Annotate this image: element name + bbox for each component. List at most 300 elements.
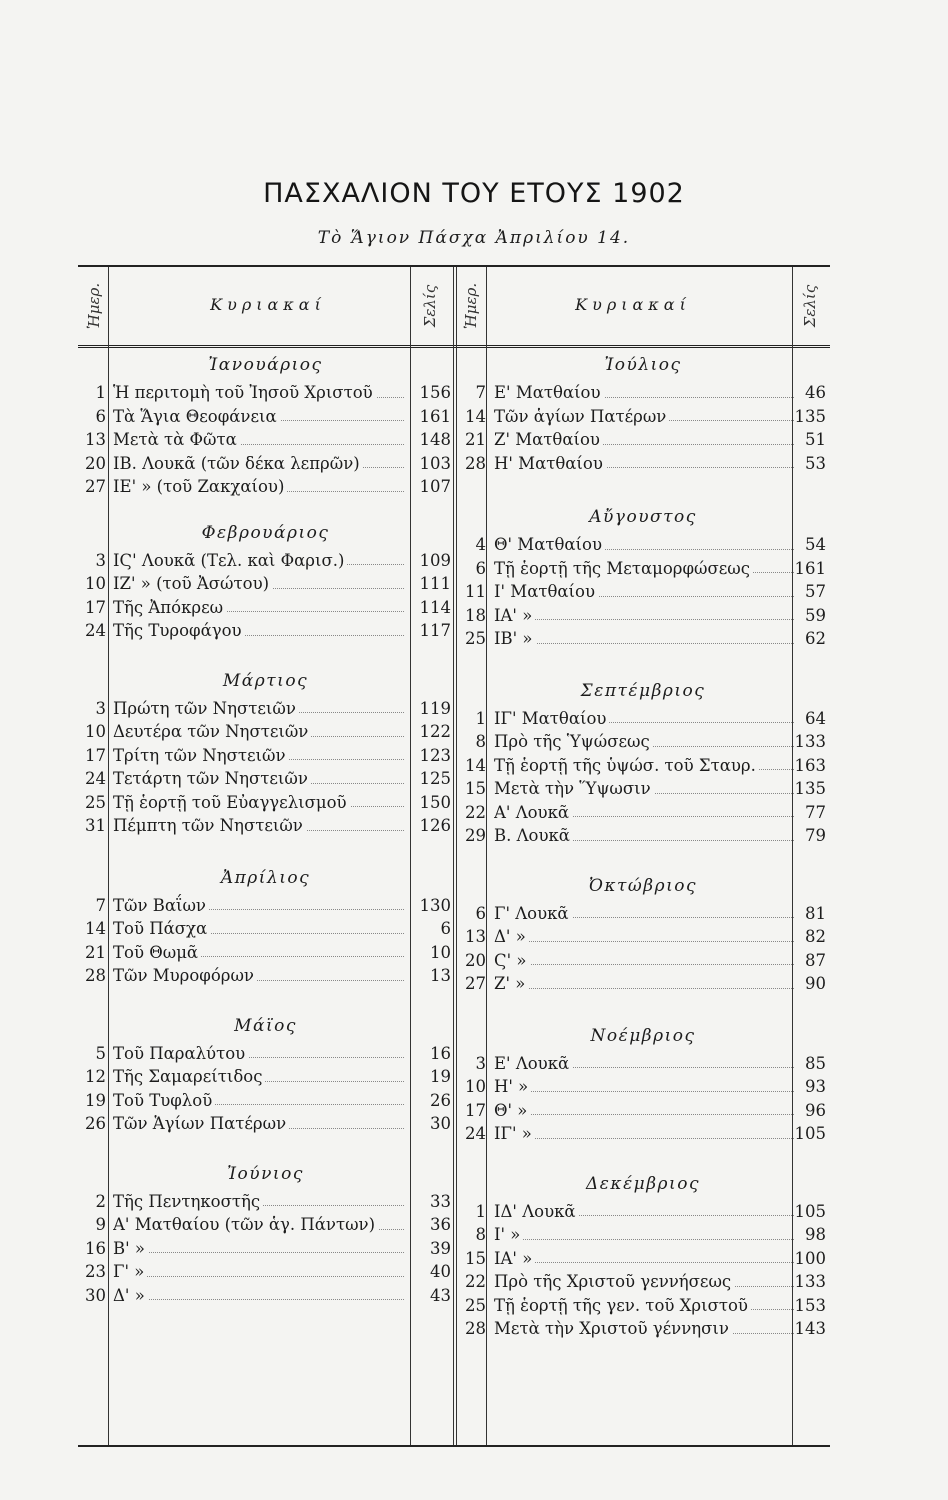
sunday-name [113, 697, 406, 721]
page-number: 100 [794, 1248, 826, 1268]
day-number: 7 [475, 383, 486, 402]
sunday-name-text: Δ' » [494, 927, 529, 946]
sunday-name-text: Τῶν Μυροφόρων [113, 966, 257, 985]
sunday-name [113, 744, 406, 768]
sunday-name-text: Ζ' Ματθαίου [494, 430, 603, 449]
table-row [456, 1099, 830, 1123]
page-number: 122 [419, 722, 451, 741]
page-number: 119 [419, 698, 451, 718]
day-number: 31 [85, 816, 106, 835]
day-number: 24 [85, 769, 106, 788]
sunday-name-text: Τὰ Ἅγια Θεοφάνεια [113, 407, 280, 426]
day-number: 12 [85, 1067, 106, 1086]
sunday-name-text: Γ' » [113, 1262, 147, 1281]
day-number: 19 [85, 1090, 106, 1110]
sunday-name-text: Μετὰ τὴν Χριστοῦ γέννησιν [494, 1319, 732, 1338]
sunday-name-text: Τρίτη τῶν Νηστειῶν [113, 746, 289, 765]
table-row [456, 557, 830, 581]
table-row [456, 1052, 830, 1076]
month-heading: Σεπτέμβριος [580, 680, 706, 701]
sunday-name-text: Θ' » [494, 1101, 530, 1120]
month-heading: Αὔγουστος [589, 507, 697, 527]
month-heading: Ἰούλιος [604, 355, 682, 375]
table-row [78, 549, 453, 573]
day-number: 28 [85, 966, 106, 985]
table-row [78, 697, 453, 721]
table-row [456, 754, 830, 778]
day-number: 13 [85, 430, 106, 449]
day-number: 8 [475, 732, 486, 751]
table-row [78, 475, 453, 499]
table-row [78, 1284, 453, 1308]
page-number: 148 [419, 430, 451, 449]
sunday-name [113, 941, 406, 965]
sunday-name [113, 1190, 406, 1214]
page-number: 135 [794, 779, 826, 798]
sunday-name-text: Δ' » [113, 1286, 148, 1305]
sunday-name-text: Β. Λουκᾶ [494, 826, 573, 845]
sunday-name-text: Τῇ ἑορτῇ τῆς ὑψώσ. τοῦ Σταυρ. [494, 756, 759, 775]
page-number: 79 [805, 826, 826, 845]
day-number: 10 [85, 722, 106, 741]
table-row [456, 707, 830, 731]
sunday-name [113, 791, 406, 815]
table-row [456, 730, 830, 754]
page-number: 54 [805, 535, 826, 554]
sunday-name [113, 1065, 406, 1089]
day-number: 17 [465, 1100, 486, 1120]
day-number: 27 [465, 974, 486, 993]
day-number: 25 [465, 629, 486, 648]
page-number: 114 [419, 597, 451, 617]
table-row [78, 1260, 453, 1284]
day-number: 2 [95, 1191, 106, 1211]
header-day-right: Ἡμερ. [462, 282, 480, 330]
table-row [456, 580, 830, 604]
sunday-name-text: ΙΑ' » [494, 1249, 535, 1268]
table-row [456, 949, 830, 973]
sunday-name-text: Τῆς Σαμαρείτιδος [113, 1067, 265, 1086]
sunday-name [494, 1270, 796, 1294]
month-heading: Ἰανουάριος [208, 355, 323, 375]
sunday-name [494, 754, 796, 778]
sunday-name [494, 557, 796, 581]
sunday-name-text: Α' Ματθαίου (τῶν ἁγ. Πάντων) [113, 1215, 378, 1234]
header-day-left: Ἡμερ. [85, 282, 103, 330]
table-row [456, 452, 830, 476]
table-row [78, 744, 453, 768]
header-page-right: Σελίς [801, 284, 819, 328]
month-heading: Δεκέμβριος [586, 1173, 700, 1194]
table-row [456, 777, 830, 801]
sunday-name [113, 1112, 406, 1136]
sunday-name [494, 580, 796, 604]
sunday-name [113, 1042, 406, 1066]
table-row [456, 902, 830, 926]
column-divider [453, 267, 454, 1445]
page-number: 81 [805, 903, 826, 923]
sunday-name [113, 549, 406, 573]
table-row [78, 720, 453, 744]
sunday-name-text: ΙΒ' » [494, 629, 536, 648]
sunday-name-text: Τῇ ἑορτῇ τῆς Μεταμορφώσεως [494, 559, 753, 578]
day-number: 1 [475, 1201, 486, 1221]
table-row [78, 1237, 453, 1261]
sunday-name-text: Τῶν Βαΐων [113, 896, 209, 915]
right-column [456, 345, 830, 1341]
day-number: 25 [85, 792, 106, 812]
day-number: 6 [95, 406, 106, 426]
page-number: 59 [805, 605, 826, 625]
sunday-name-text: Ε' Λουκᾶ [494, 1054, 572, 1073]
day-number: 11 [465, 582, 486, 601]
page-number: 26 [430, 1090, 451, 1110]
page-number: 156 [419, 383, 451, 402]
day-number: 30 [85, 1285, 106, 1305]
header-page-left: Σελίς [421, 284, 439, 328]
table-row [78, 428, 453, 452]
table-row [456, 405, 830, 429]
day-number: 1 [475, 708, 486, 728]
sunday-name-text: ΙΒ. Λουκᾶ (τῶν δέκα λεπρῶν) [113, 454, 363, 473]
table-row [78, 1213, 453, 1237]
day-number: 27 [85, 477, 106, 496]
page-number: 150 [419, 792, 451, 812]
day-number: 3 [95, 698, 106, 718]
month-heading: Ὀκτώβριος [588, 875, 698, 896]
day-number: 6 [475, 558, 486, 578]
sunday-name [494, 452, 796, 476]
sunday-name-text: Τετάρτη τῶν Νηστειῶν [113, 769, 311, 788]
sunday-name [113, 405, 406, 429]
table-row [78, 452, 453, 476]
day-number: 10 [465, 1077, 486, 1096]
table-row [78, 894, 453, 918]
page-number: 103 [419, 453, 451, 473]
page-number: 117 [419, 621, 451, 640]
table-row [78, 1042, 453, 1066]
page-number: 109 [419, 550, 451, 570]
table-row [456, 1247, 830, 1271]
easter-date-subtitle: Τὸ Ἅγιον Πάσχα Ἀπριλίου 14. [317, 228, 631, 248]
day-number: 15 [465, 779, 486, 798]
table-row [78, 1190, 453, 1214]
month-heading: Νοέμβριος [590, 1025, 696, 1046]
sunday-name-text: Πρώτη τῶν Νηστειῶν [113, 699, 299, 718]
sunday-name [113, 572, 406, 596]
page-number: 82 [805, 927, 826, 946]
page-number: 64 [805, 708, 826, 728]
sunday-name-text: ΙϚ' Λουκᾶ (Τελ. καὶ Φαρισ.) [113, 551, 347, 570]
day-number: 14 [465, 406, 486, 426]
sunday-name-text: Ζ' » [494, 974, 528, 993]
day-number: 7 [95, 895, 106, 915]
day-number: 24 [85, 621, 106, 640]
sunday-name [113, 596, 406, 620]
sunday-name-text: Πρὸ τῆς Ὑψώσεως [494, 732, 653, 751]
day-number: 20 [465, 950, 486, 970]
sunday-name-text: Θ' Ματθαίου [494, 535, 605, 554]
sunday-name-text: ΙΑ' » [494, 606, 535, 625]
day-number: 1 [95, 383, 106, 402]
sunday-name-text: Μετὰ τὰ Φῶτα [113, 430, 240, 449]
sunday-name-text: Τῇ ἑορτῇ τοῦ Εὐαγγελισμοῦ [113, 793, 350, 812]
page-number: 57 [805, 582, 826, 601]
sunday-name [113, 452, 406, 476]
header-sundays-left: Κυριακαί [210, 295, 326, 314]
table-row [78, 381, 453, 405]
table-row [78, 619, 453, 643]
sunday-name-text: Τῆς Ἀπόκρεω [113, 598, 226, 617]
table-row [456, 1200, 830, 1224]
page-number: 133 [794, 732, 826, 751]
sunday-name [113, 814, 406, 838]
sunday-name-text: Πέμπτη τῶν Νηστειῶν [113, 816, 306, 835]
sunday-name [494, 1317, 796, 1341]
table-row [456, 1223, 830, 1247]
page-number: 77 [805, 802, 826, 822]
table-row [456, 381, 830, 405]
page-number: 93 [805, 1077, 826, 1096]
month-heading: Μάϊος [234, 1015, 297, 1036]
sunday-name [113, 917, 406, 941]
day-number: 15 [465, 1248, 486, 1268]
day-number: 14 [85, 919, 106, 938]
page-number: 39 [430, 1238, 451, 1258]
table-row [78, 1089, 453, 1113]
table-row [78, 596, 453, 620]
page-number: 153 [794, 1295, 826, 1315]
page-number: 53 [805, 453, 826, 473]
day-number: 21 [465, 430, 486, 449]
sunday-name [113, 964, 406, 988]
sunday-name [494, 1223, 796, 1247]
page-number: 51 [805, 430, 826, 449]
sunday-name-text: Η' » [494, 1077, 531, 1096]
day-number: 4 [475, 535, 486, 554]
sunday-name [494, 972, 796, 996]
sunday-name-text: Τοῦ Θωμᾶ [113, 943, 201, 962]
sunday-name-text: ΙΓ' Ματθαίου [494, 709, 609, 728]
sunday-name-text: ΙΖ' » (τοῦ Ἀσώτου) [113, 574, 272, 593]
page-number: 130 [419, 895, 451, 915]
sunday-name-text: Τῶν ἁγίων Πατέρων [494, 407, 669, 426]
table-row [456, 1075, 830, 1099]
day-number: 21 [85, 942, 106, 962]
sunday-name-text: Ἡ περιτομὴ τοῦ Ἰησοῦ Χριστοῦ [113, 383, 376, 402]
sunday-name [494, 730, 796, 754]
page-number: 133 [794, 1272, 826, 1291]
sunday-name [113, 1213, 406, 1237]
page-number: 16 [430, 1043, 451, 1063]
sunday-name [113, 720, 406, 744]
sunday-name-text: Τῶν Ἁγίων Πατέρων [113, 1114, 289, 1133]
sunday-name [494, 1200, 796, 1224]
page-number: 107 [419, 477, 451, 496]
day-number: 28 [465, 453, 486, 473]
day-number: 10 [85, 574, 106, 593]
sunday-name-text: Τῆς Τυροφάγου [113, 621, 245, 640]
page-number: 46 [805, 383, 826, 402]
sunday-name [494, 604, 796, 628]
sunday-name [113, 1237, 406, 1261]
sunday-name-text: ΙΕ' » (τοῦ Ζακχαίου) [113, 477, 287, 496]
page-number: 135 [794, 406, 826, 426]
table-row [456, 1294, 830, 1318]
day-number: 29 [465, 826, 486, 845]
table-row [78, 814, 453, 838]
page-number: 105 [794, 1124, 826, 1143]
sunday-name [113, 1089, 406, 1113]
day-number: 22 [465, 1272, 486, 1291]
table-row [78, 1112, 453, 1136]
page-number: 30 [430, 1114, 451, 1133]
sunday-name [494, 428, 796, 452]
table-row [456, 428, 830, 452]
header-sundays-right: Κυριακαί [575, 295, 691, 314]
sunday-name-text: Ε' Ματθαίου [494, 383, 604, 402]
page-number: 43 [430, 1285, 451, 1305]
page-number: 98 [805, 1225, 826, 1244]
sunday-name [494, 777, 796, 801]
sunday-name [113, 619, 406, 643]
page-number: 143 [794, 1319, 826, 1338]
sunday-name-text: Τοῦ Τυφλοῦ [113, 1091, 215, 1110]
sunday-name [494, 801, 796, 825]
sunday-name [113, 475, 406, 499]
sunday-name [113, 428, 406, 452]
table-header [78, 267, 830, 348]
sunday-name-text: Β' » [113, 1239, 148, 1258]
month-heading: Μάρτιος [222, 670, 309, 691]
day-number: 23 [85, 1262, 106, 1281]
sunday-name-text: Πρὸ τῆς Χριστοῦ γεννήσεως [494, 1272, 734, 1291]
table-row [78, 917, 453, 941]
day-number: 25 [465, 1295, 486, 1315]
page-number: 87 [805, 950, 826, 970]
table-row [456, 1317, 830, 1341]
day-number: 13 [465, 927, 486, 946]
page-number: 126 [419, 816, 451, 835]
page-number: 10 [430, 942, 451, 962]
table-row [78, 767, 453, 791]
paschalion-table [78, 265, 830, 1447]
sunday-name [494, 902, 796, 926]
sunday-name [494, 1294, 796, 1318]
sunday-name [494, 627, 796, 651]
page-number: 96 [805, 1100, 826, 1120]
table-row [456, 824, 830, 848]
page-number: 6 [440, 919, 451, 938]
table-row [456, 801, 830, 825]
table-row [456, 925, 830, 949]
day-number: 17 [85, 745, 106, 765]
table-row [78, 405, 453, 429]
page-number: 161 [419, 406, 451, 426]
page-number: 123 [419, 745, 451, 765]
page-number: 111 [419, 574, 451, 593]
page-number: 125 [419, 769, 451, 788]
sunday-name [494, 949, 796, 973]
page-number: 85 [805, 1053, 826, 1073]
month-heading: Φεβρουάριος [201, 522, 330, 543]
sunday-name-text: Η' Ματθαίου [494, 454, 606, 473]
sunday-name-text: Τοῦ Παραλύτου [113, 1044, 248, 1063]
sunday-name-text: Ι' Ματθαίου [494, 582, 598, 601]
page-number: 62 [805, 629, 826, 648]
left-column [78, 345, 453, 1307]
page-number: 36 [430, 1215, 451, 1234]
table-row [78, 941, 453, 965]
page-number: 105 [794, 1201, 826, 1221]
day-number: 26 [85, 1114, 106, 1133]
table-row [456, 972, 830, 996]
day-number: 3 [475, 1053, 486, 1073]
table-row [78, 1065, 453, 1089]
month-heading: Ἰούνιος [227, 1163, 304, 1184]
day-number: 9 [95, 1215, 106, 1234]
page-number: 40 [430, 1262, 451, 1281]
sunday-name-text: Τοῦ Πάσχα [113, 919, 210, 938]
day-number: 8 [475, 1225, 486, 1244]
sunday-name [494, 533, 796, 557]
page-number: 163 [794, 755, 826, 775]
sunday-name [494, 1052, 796, 1076]
sunday-name-text: ΙΔ' Λουκᾶ [494, 1202, 579, 1221]
table-row [456, 1270, 830, 1294]
page-title: ΠΑΣΧΑΛΙΟΝ ΤΟΥ ΕΤΟΥΣ 1902 [263, 178, 685, 209]
table-row [456, 1122, 830, 1146]
sunday-name [113, 767, 406, 791]
day-number: 20 [85, 453, 106, 473]
sunday-name [494, 381, 796, 405]
sunday-name-text: Γ' Λουκᾶ [494, 904, 572, 923]
sunday-name [494, 925, 796, 949]
day-number: 24 [465, 1124, 486, 1143]
sunday-name [494, 405, 796, 429]
table-row [456, 533, 830, 557]
sunday-name [494, 707, 796, 731]
page-number: 13 [430, 966, 451, 985]
day-number: 6 [475, 903, 486, 923]
sunday-name [494, 1122, 796, 1146]
month-heading: Ἀπρίλιος [220, 867, 311, 888]
sunday-name [494, 824, 796, 848]
sunday-name [113, 381, 406, 405]
day-number: 18 [465, 605, 486, 625]
page-number: 33 [430, 1191, 451, 1211]
sunday-name [113, 894, 406, 918]
day-number: 17 [85, 597, 106, 617]
sunday-name [113, 1260, 406, 1284]
table-row [456, 604, 830, 628]
day-number: 16 [85, 1238, 106, 1258]
day-number: 5 [95, 1043, 106, 1063]
sunday-name-text: Τῆς Πεντηκοστῆς [113, 1192, 263, 1211]
sunday-name-text: Τῇ ἑορτῇ τῆς γεν. τοῦ Χριστοῦ [494, 1296, 751, 1315]
sunday-name-text: Ϛ' » [494, 951, 530, 970]
page-number: 161 [794, 558, 826, 578]
day-number: 14 [465, 755, 486, 775]
sunday-name-text: ΙΓ' » [494, 1124, 535, 1143]
day-number: 28 [465, 1319, 486, 1338]
table-row [78, 791, 453, 815]
sunday-name [494, 1075, 796, 1099]
sunday-name [113, 1284, 406, 1308]
day-number: 22 [465, 802, 486, 822]
table-row [456, 627, 830, 651]
sunday-name-text: Α' Λουκᾶ [494, 803, 572, 822]
